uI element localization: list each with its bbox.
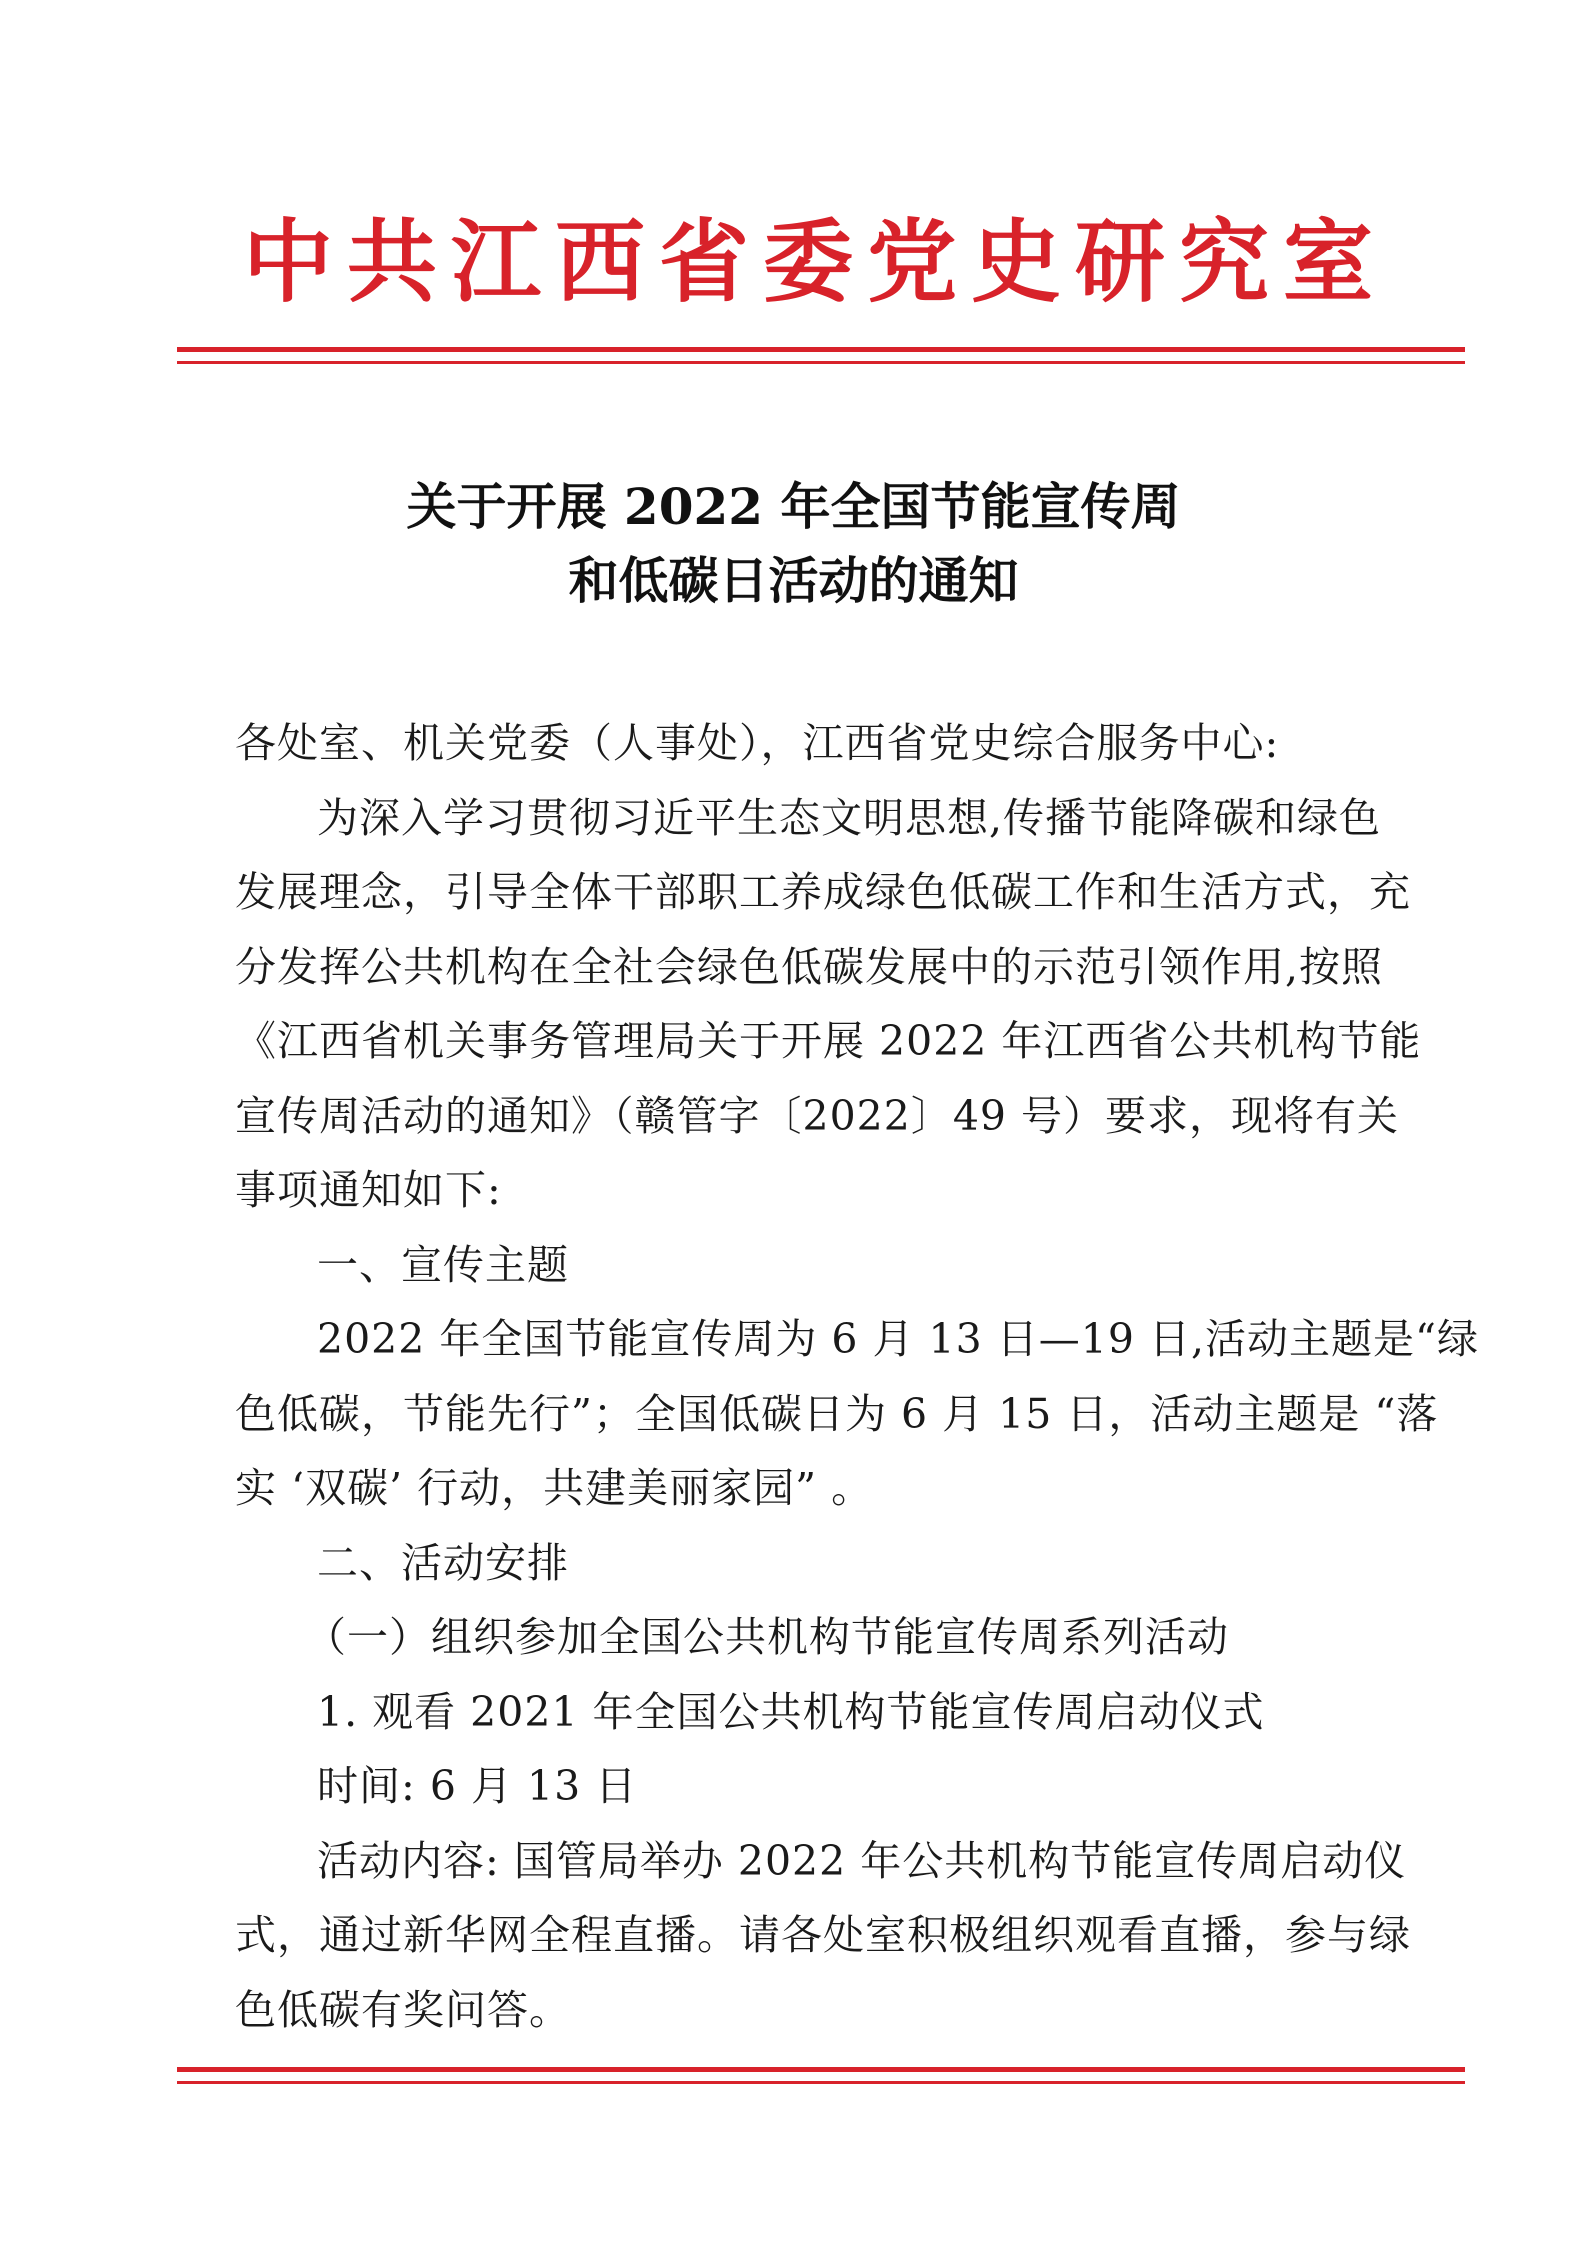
title-line-2: 和低碳日活动的通知 <box>568 551 1019 610</box>
paragraph-line: 2022 年全国节能宣传周为 6 月 13 日—19 日,活动主题是“绿 <box>317 1315 1479 1363</box>
rule-thick <box>177 2067 1465 2072</box>
rule-thin <box>177 361 1465 364</box>
body-text <box>235 706 1479 2047</box>
rule-thick <box>177 347 1465 352</box>
paragraph-line: 活动内容: 国管局举办 2022 年公共机构节能宣传周启动仪 <box>317 1836 1407 1885</box>
paragraph-line: 时间: 6 月 13 日 <box>317 1762 638 1810</box>
paragraph-line: 《江西省机关事务管理局关于开展 2022 年江西省公共机构节能 <box>235 1017 1422 1065</box>
paragraph-line: 事项通知如下: <box>235 1166 502 1214</box>
paragraph-line: 宣传周活动的通知》（赣管字〔2022〕49 号）要求，现将有关 <box>235 1091 1400 1140</box>
paragraph-line: 为深入学习贯彻习近平生态文明思想,传播节能降碳和绿色 <box>317 793 1382 842</box>
rule-thin <box>177 2081 1465 2084</box>
subsection-heading: （一）组织参加全国公共机构节能宣传周系列活动 <box>305 1613 1229 1661</box>
title-line-1: 关于开展 2022 年全国节能宣传周 <box>406 477 1181 536</box>
paragraph-line: 实 ‘双碳’ 行动，共建美丽家园” 。 <box>235 1464 874 1512</box>
paragraph-line: 色低碳有奖问答。 <box>235 1985 571 2034</box>
paragraph-line: 分发挥公共机构在全社会绿色低碳发展中的示范引领作用,按照 <box>235 942 1384 991</box>
masthead-rule <box>177 347 1465 364</box>
paragraph-line: 色低碳，节能先行”；全国低碳日为 6 月 15 日，活动主题是 “落 <box>235 1389 1439 1438</box>
document-title <box>0 470 1587 618</box>
footer-rule <box>177 2067 1465 2084</box>
salutation: 各处室、机关党委（人事处），江西省党史综合服务中心: <box>235 719 1280 767</box>
section-heading: 二、活动安排 <box>317 1538 569 1587</box>
paragraph-line: 发展理念，引导全体干部职工养成绿色低碳工作和生活方式，充 <box>235 868 1411 916</box>
section-heading: 一、宣传主题 <box>317 1240 569 1289</box>
item-heading: 1. 观看 2021 年全国公共机构节能宣传周启动仪式 <box>317 1687 1265 1736</box>
masthead-title: 中共江西省委党史研究室 <box>243 210 1387 315</box>
paragraph-line: 式，通过新华网全程直播。请各处室积极组织观看直播，参与绿 <box>235 1911 1411 1959</box>
